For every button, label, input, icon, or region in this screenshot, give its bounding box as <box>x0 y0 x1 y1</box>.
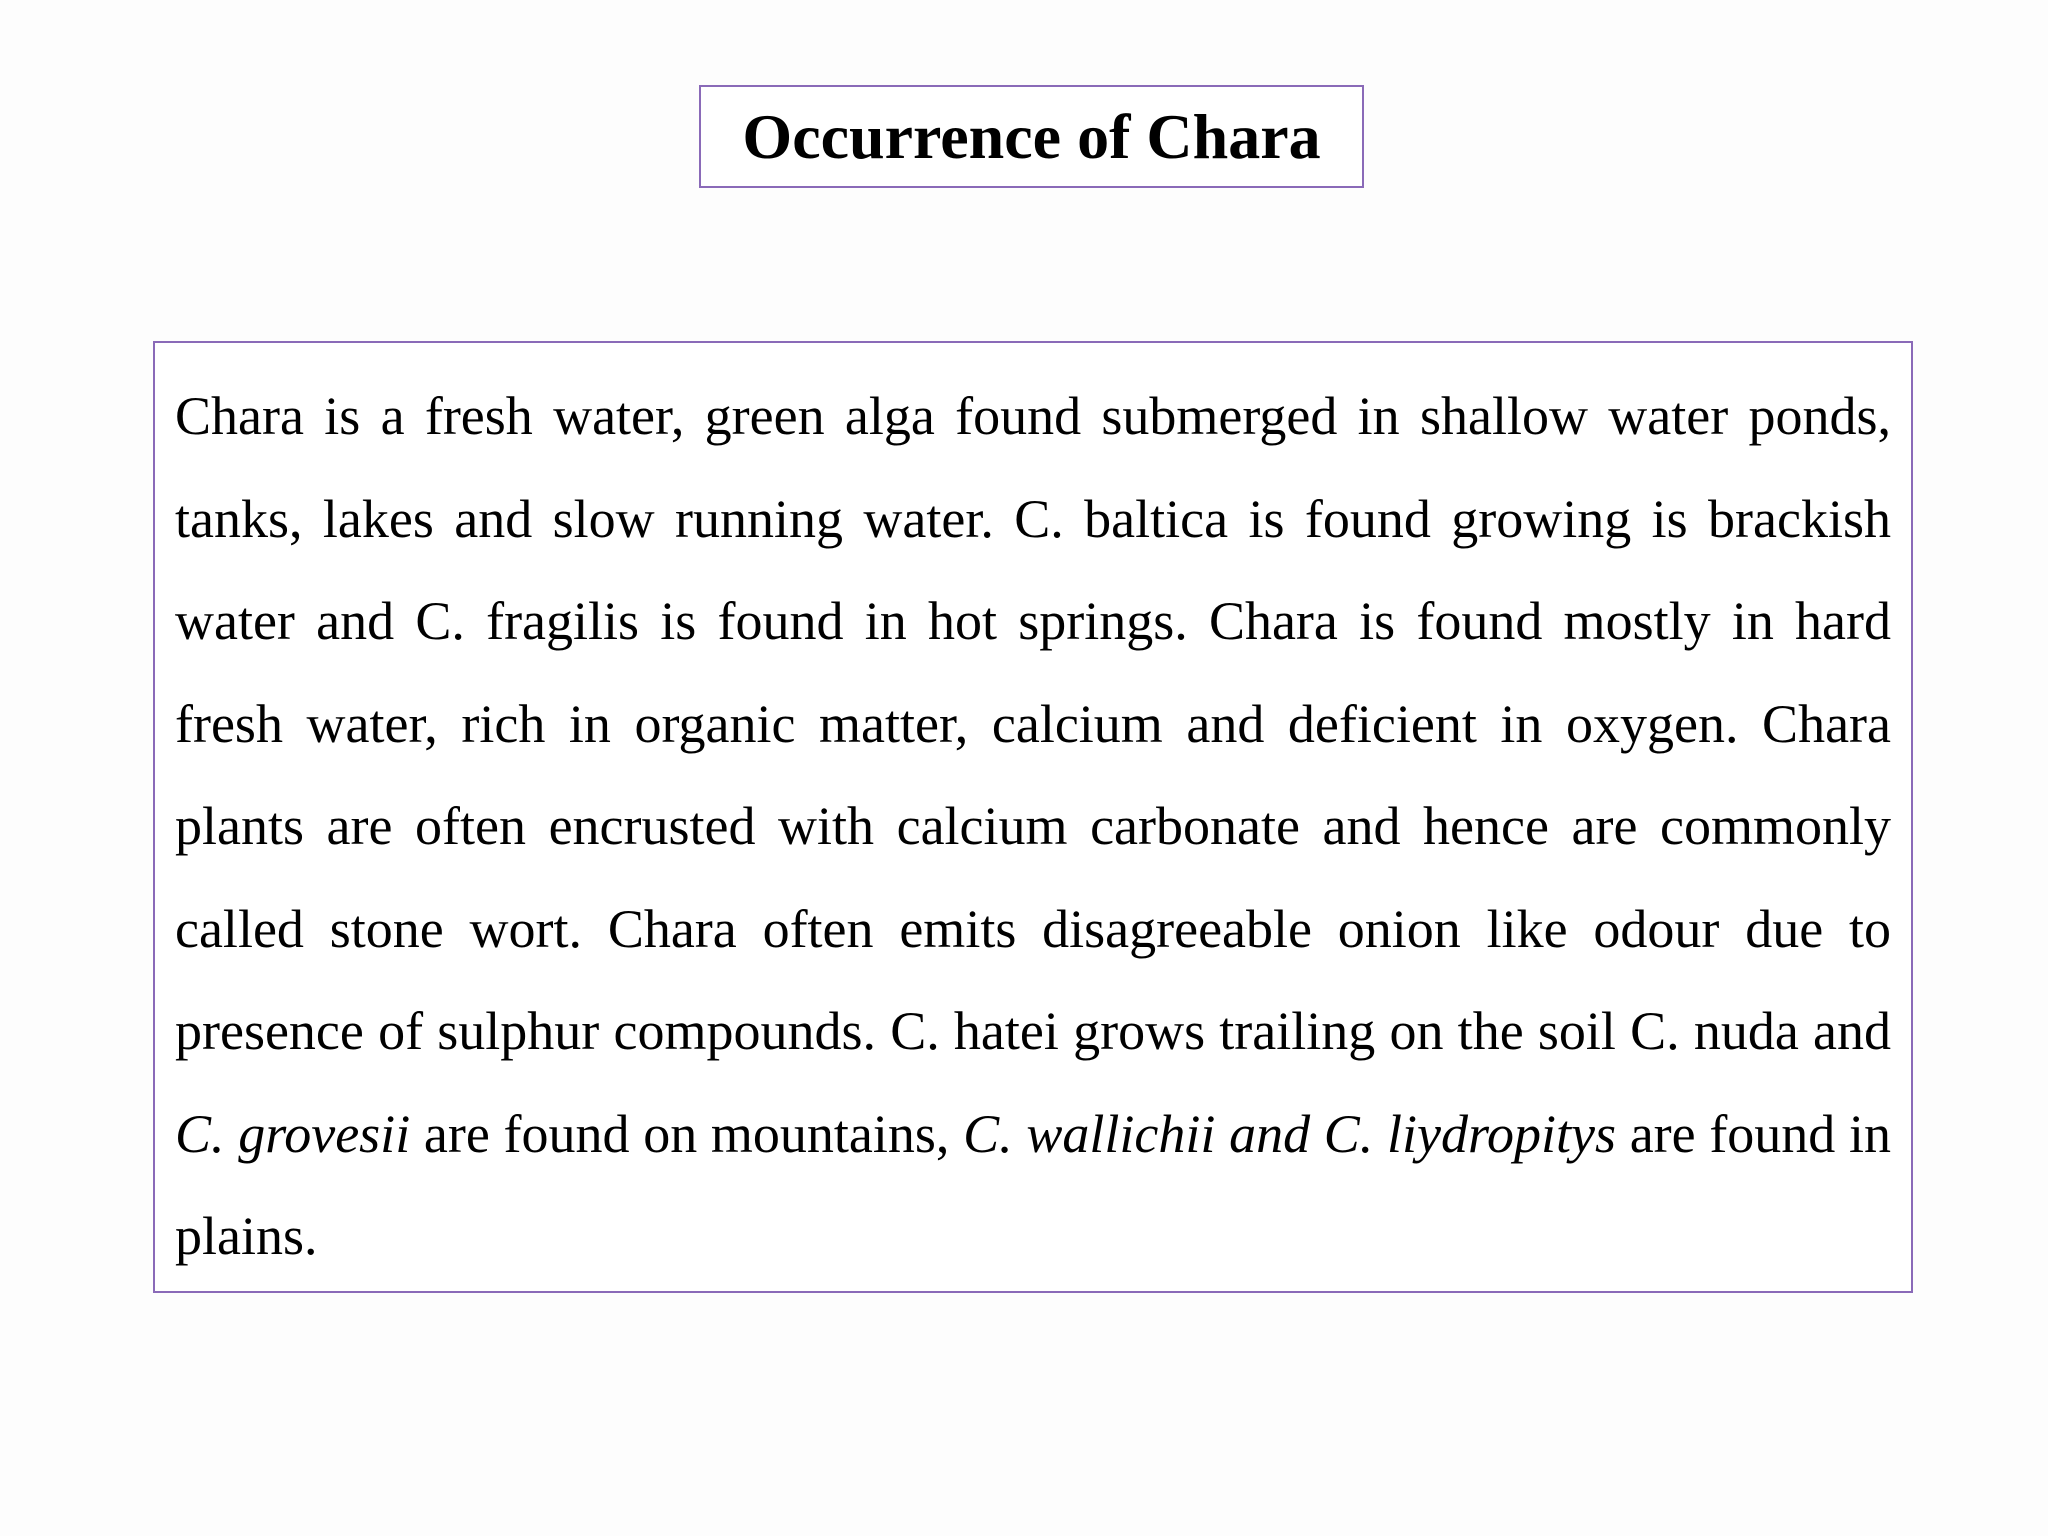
content-box <box>153 341 1913 1293</box>
title-box <box>699 85 1364 188</box>
body-segment: are found in plains. <box>175 1103 1892 1266</box>
species-names-wallichii-liydropitys: C. wallichii and C. liydropitys <box>963 1103 1616 1164</box>
body-paragraph <box>175 365 1891 1288</box>
slide-title: Occurrence of Chara <box>742 100 1321 172</box>
body-segment: are found on mountains, <box>410 1103 964 1164</box>
body-segment: Chara is a fresh water, green alga found submerged in shallow water ponds, tanks, lakes and slow running water. C. baltica is found growing is brackish water and C. fragilis is found in hot springs. Chara is found mostly in hard fresh water, rich in organic matter, calcium and deficient in oxygen. Chara plants are often encrusted with calcium carbonate and hence are commonly called stone wort. Chara often emits disagreeable onion like odour due to presence of sulphur compounds. C. hatei grows trailing on the soil C. nuda and <box>175 386 1891 1061</box>
species-name-grovesii: C. grovesii <box>175 1103 411 1164</box>
